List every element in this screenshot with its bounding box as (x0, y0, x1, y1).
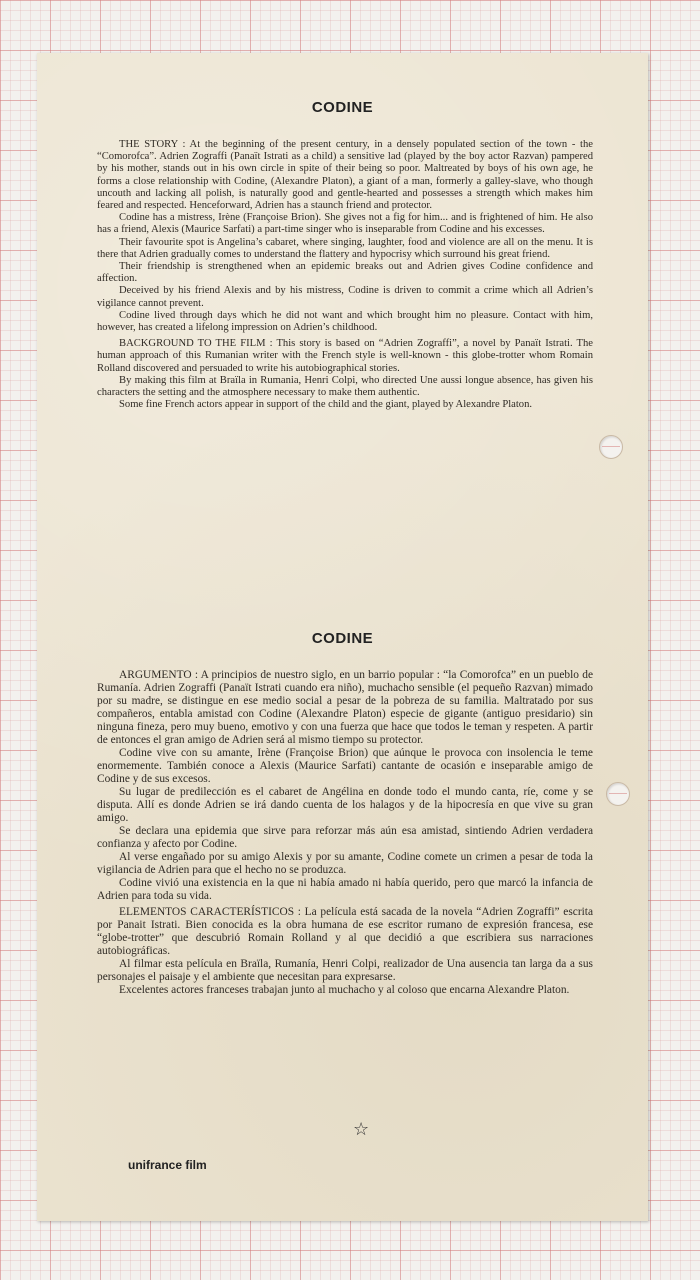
leaflet-sheet (37, 53, 648, 1221)
spanish-paragraph: Al verse engañado por su amigo Alexis y por su amante, Codine comete un crimen a pesar de toda la vigilancia de Adrien para que el hecho no se produzca. (97, 851, 593, 876)
english-paragraph: By making this film at Braïla in Rumania, Henri Colpi, who directed Une aussi longue absence, has given his characters the setting and the atmosphere necessary to make them authentic. (97, 374, 593, 399)
spanish-paragraph: Se declara una epidemia que sirve para reforzar más aún esa amistad, sintiendo Adrien verdadera confianza y afecto por Codine. (97, 825, 593, 850)
english-paragraph: THE STORY : At the beginning of the present century, in a densely populated section of the town - the “Comorofca”. Adrien Zograffi (Panaït Istrati as a child) a sensitive lad (played by the boy actor Razvan) pampered by his mother, stands out in his own circle in spite of their being so poor. Maltreated by boys of his own age, he forms a close relationship with Codine, (Alexandre Platon), a giant of a man, formerly a galley-slave, who though uncouth and lacking all polish, is naturally good and gentle-hearted and possesses a strength which makes him feared and respected. Henceforward, Adrien has a staunch friend and protector. (97, 139, 593, 212)
english-title: CODINE (311, 99, 374, 116)
spanish-section (97, 669, 593, 997)
english-paragraph: Codine lived through days which he did not want and which brought him no pleasure. Contact with him, however, has created a lifelong impression on Adrien’s childhood. (97, 309, 593, 334)
spanish-paragraph: ARGUMENTO : A principios de nuestro siglo, en un barrio popular : “la Comorofca” en un pueblo de Rumanía. Adrien Zograffi (Panaït Istrati cuando era niño), muchacho sensible (el pequeño Razvan) mimado por su madre, se distingue en ese medio social a pesar de la pobreza de su familia. Maltratado por sus compañeros, entabla amistad con Codine (Alexandre Platon) especie de gigante (antiguo presidario) sin ninguna fineza, pero muy bueno, emotivo y con una fuerza que hace que todos le teman y respeten. A partir de entonces el gran amigo de Adrien será al mismo tiempo su protector. (97, 669, 593, 746)
english-paragraph: BACKGROUND TO THE FILM : This story is based on “Adrien Zograffi”, a novel by Panaït Istrati. The human approach of this Rumanian writer with the French style is well-known - this globe-trotter whom Romain Rolland discovered and persuaded to write his autobiographical stories. (97, 338, 593, 374)
spanish-paragraph: ELEMENTOS CARACTERÍSTICOS : La película está sacada de la novela “Adrien Zograffi” escrita por Panait Istrati. Bien conocida es la obra humana de ese escritor rumano de expresión francesa, ese “globe-trotter” que descubrió Romain Rolland y al que decidió a que escribiera sus narraciones autobiográficas. (97, 906, 593, 957)
english-paragraph: Deceived by his friend Alexis and by his mistress, Codine is driven to commit a crime which all Adrien’s vigilance cannot prevent. (97, 285, 593, 309)
english-paragraph: Their friendship is strengthened when an epidemic breaks out and Adrien gives Codine confidence and affection. (97, 261, 593, 285)
spanish-paragraph: Codine vivió una existencia en la que ni había amado ni había querido, pero que marcó la infancia de Adrien para toda su vida. (97, 877, 593, 902)
english-paragraph: Some fine French actors appear in support of the child and the giant, played by Alexandre Platon. (119, 399, 533, 411)
punch-hole-bottom (606, 782, 630, 806)
english-paragraph: Their favourite spot is Angelina’s cabaret, where singing, laughter, food and violence are all on the menu. It is there that Adrien gradually comes to understand the flattery and hypocrisy which surround his great friend. (97, 236, 593, 260)
spanish-paragraph: Codine vive con su amante, Irène (Françoise Brion) que aúnque le provoca con insolencia le teme enormemente. También conoce a Alexis (Maurice Sarfati) cantante de ocasión e inseparable amigo de Codine y de sus excesos. (97, 747, 593, 785)
spanish-title: CODINE (311, 630, 374, 647)
brand-logo: unifrance film (128, 1158, 207, 1172)
spanish-paragraph: Al filmar esta película en Braïla, Rumanía, Henri Colpi, realizador de Una ausencia tan larga da a sus personajes el paisaje y el ambiente que necesitan para expresarse. (97, 958, 593, 983)
english-section (97, 139, 593, 411)
punch-hole-top (599, 435, 623, 459)
spanish-paragraph: Su lugar de predilección es el cabaret de Angélina en donde todo el mundo canta, ríe, come y se disputa. Allí es donde Adrien se irá dando cuenta de los halagos y de la hipocresía en que vive su gran amigo. (97, 786, 593, 824)
spanish-paragraph: Excelentes actores franceses trabajan junto al muchacho y al coloso que encarna Alexandre Platon. (119, 984, 570, 996)
english-paragraph: Codine has a mistress, Irène (Françoise Brion). She gives not a fig for him... and is frightened of him. He also has a friend, Alexis (Maurice Sarfati) a part-time singer who is inseparable from Codine and his excesses. (97, 212, 593, 236)
star-icon: ☆ (353, 1119, 370, 1140)
